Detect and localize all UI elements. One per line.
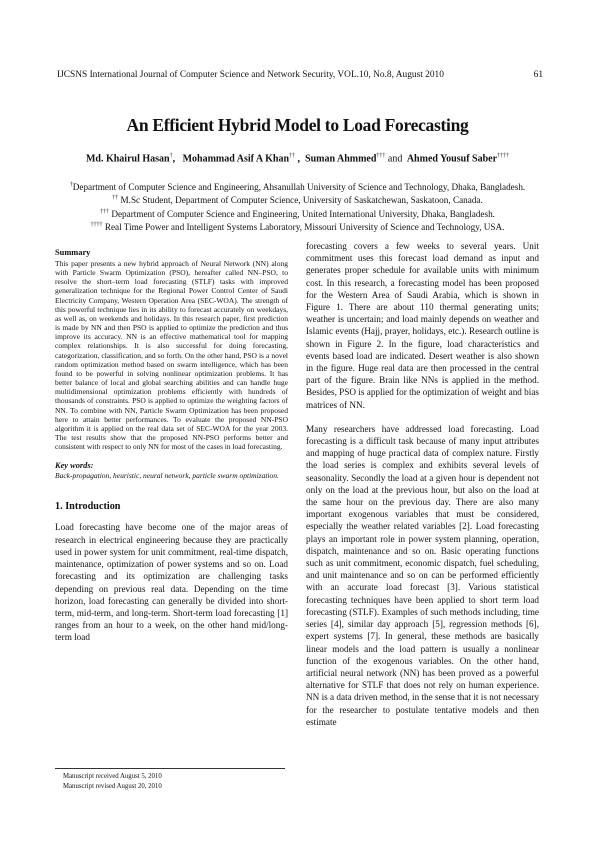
section-heading-introduction: 1. Introduction: [55, 501, 121, 513]
affiliation-text: Department of Computer Science and Engineering, Ahsanullah University of Science and Technology, Dhaka, Bangladesh.: [72, 182, 526, 193]
affiliation: [60, 220, 535, 233]
affiliation-mark: †††: [100, 208, 110, 215]
author-mark: †: [169, 153, 173, 159]
author-separator: ,: [172, 153, 181, 165]
paper-title: An Efficient Hybrid Model to Load Forecasting: [126, 115, 469, 135]
page-number: 61: [533, 70, 543, 80]
summary-text: This paper presents a new hybrid approach of Neural Network (NN) along with Particle Swarm Optimization (PSO), hereafter called NN–PSO, to resolve the short–term load forecasting (STLF) tasks with improved generalization technique for the Regional Power Control Center of Saudi Electricity Company, Western Operation Area (SEC-WOA). The strength of this powerful technique lies in its ability to forecast accurately on weekdays, as well as, on weekends and holidays. In this research paper, first prediction is made by NN and then PSO is applied to optimize the prediction and thus improve its accuracy. NN is an effective mathematical tool for mapping complex relationships. It is also successful for doing forecasting, categorization, classification, and so forth. On the other hand, PSO is a novel random optimization method based on swarm intelligence, which has been found to be powerful in solving nonlinear optimization problems. It has better balance of local and global searching abilities and can handle huge multidimensional optimization problems efficiently with hundreds of thousands of constraints. PSO is applied to optimize the weighting factors of NN. To combine with NN, Particle Swarm Optimization has been proposed here to attain better performances. To evaluate the proposed NN-PSO algorithm it is applied on the real data set of SEC-WOA for the year 2003. The test results show that the proposed NN-PSO performs better and consistent with respect to only NN for most of the cases in load forecasting.: [55, 259, 288, 452]
footnote-revised: Manuscript revised August 20, 2010: [63, 782, 162, 790]
author-separator: and: [385, 153, 405, 165]
introduction-paragraph: forecasting covers a few weeks to several years. Unit commitment uses this forecast load demand as input and generates proper schedule for available units with minimum cost. In this research, a forecasting model has been proposed for the Western Area of Saudi Arabia, which is shown in Figure 1. There are about 110 thermal generating units; weather is uncertain; and load mainly depends on weather and Islamic events (Hajj, prayer, holidays, etc.). Research outline is shown in Figure 2. In the figure, load characteristics and events based load are indicated. Desert weather is also shown in the figure. Huge real data are then processed in the central part of the figure. Brain like NNs is applied in the method. Besides, PSO is applied for the optimization of weight and bias matrices of NN.: [306, 241, 539, 410]
author-mark: ††: [289, 153, 296, 159]
author-mark: †††: [376, 153, 386, 159]
affiliation-mark: ††: [112, 195, 119, 202]
author-name: Md. Khairul Hasan: [85, 153, 170, 165]
affiliation: [60, 180, 535, 193]
affiliation-mark: ††††: [90, 222, 103, 229]
keywords-heading: Key words:: [55, 461, 94, 471]
affiliations: [60, 180, 535, 233]
affiliation-text: M.Sc Student, Department of Computer Science, University of Saskatchewan, Saskatoon, Canada.: [120, 195, 483, 206]
keywords-text: Back-propagation, heuristic, neural network, particle swarm optimization.: [55, 471, 279, 481]
author-separator: ,: [295, 153, 303, 165]
affiliation: [60, 193, 535, 206]
author-name: Mohammad Asif A Khan: [182, 153, 290, 165]
footnote-rule: [55, 768, 285, 769]
journal-name: IJCSNS International Journal of Computer Science and Network Security, VOL.10, No.8, August 2010: [57, 70, 444, 80]
affiliation-text: Department of Computer Science and Engineering, United International University, Dhaka, Bangladesh.: [111, 208, 495, 219]
footnote-received: Manuscript received August 5, 2010: [63, 773, 162, 780]
summary-heading: Summary: [55, 248, 91, 257]
author-name: Ahmed Yousuf Saber: [406, 153, 498, 165]
affiliation: [60, 207, 535, 220]
footnotes: [63, 772, 162, 791]
author-name: Suman Ahmmed: [305, 153, 377, 165]
author-mark: ††††: [497, 153, 510, 159]
left-column: [55, 248, 288, 644]
introduction-paragraph: Many researchers have addressed load forecasting. Load forecasting is a difficult task because of many input attributes and mapping of huge practical data of complex nature. Firstly the load series is complex and exhibits several levels of seasonality. Secondly the load at a given hour is dependent not only on the load at the previous hour, but also on the load at the same hour on the previous day. There are also many important exogenous variables that must be considered, especially the weather related variables [2]. Load forecasting plays an important role in power system planning, operation, dispatch, maintenance and so on. Basic operating functions such as unit commitment, economic dispatch, fuel scheduling, and unit maintenance and so on can be performed efficiently with an accurate load forecast [3]. Various statistical forecasting techniques have been applied to short term load forecasting (STLF). Examples of such methods including, time series [4], similar day approach [5], regression methods [6], expert systems [7]. In general, these methods are basically linear models and the load pattern is usually a nonlinear function of the exogenous variables. On the other hand, artificial neural network (NN) has been proved as a powerful alternative for STLF that does not rely on human experience. NN is a data driven method, in the sense that it is not necessary for the researcher to postulate tentative models and then estimate: [306, 423, 539, 727]
right-column: [306, 240, 539, 728]
author-list: [20, 153, 575, 164]
affiliation-text: Real Time Power and Intelligent Systems Laboratory, Missouri University of Science and Technology, USA.: [104, 222, 505, 233]
introduction-paragraph: Load forecasting have become one of the major areas of research in electrical engineering because they are practically used in power system for unit commitment, real-time dispatch, maintenance, optimization of power systems and so on. Load forecasting and its optimization are challenging tasks depending on previous real data. Depending on the time horizon, load forecasting can generally be divided into short-term, mid-term, and long-term. Short-term load forecasting [1] ranges from an hour to a week, on the other hand mid/long-term load: [55, 522, 288, 643]
running-header: [57, 70, 543, 84]
affiliation-mark: †: [69, 182, 73, 188]
